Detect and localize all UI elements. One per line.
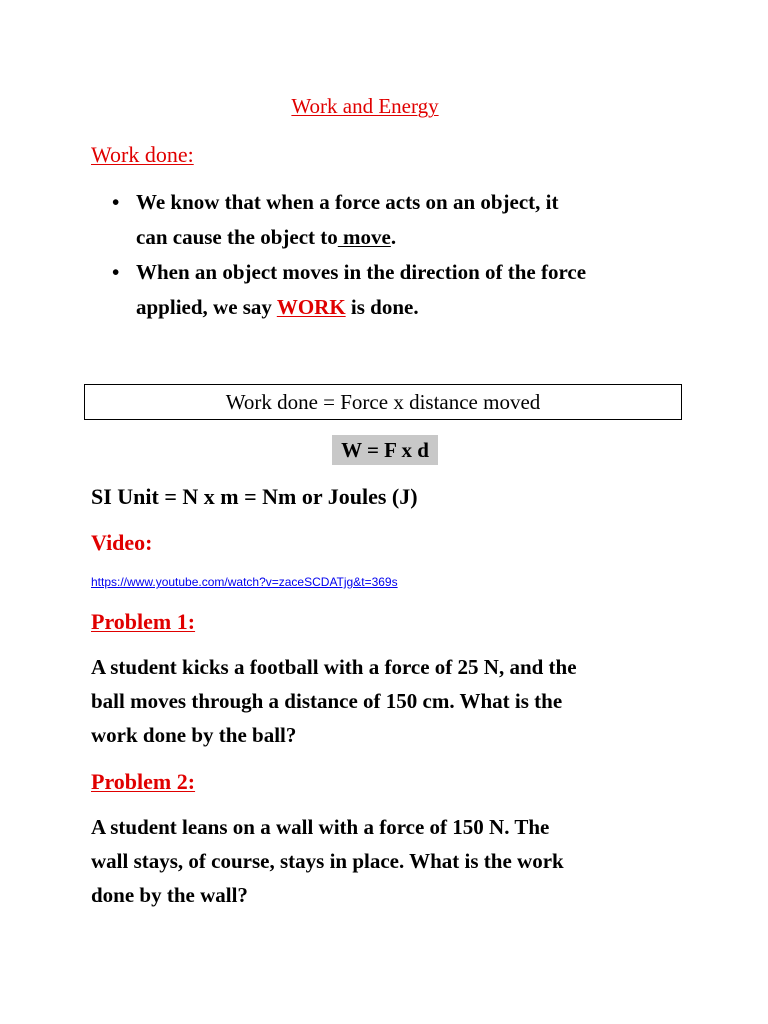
move-emphasis: move <box>337 225 391 249</box>
formula-symbolic: W = F x d <box>341 438 429 462</box>
problem-2-line-2: wall stays, of course, stays in place. What is the work <box>91 849 564 873</box>
bullet-2-suffix: is done. <box>345 295 419 319</box>
bullet-1-line-2 <box>136 225 396 250</box>
formula-word-equation: Work done = Force x distance moved <box>225 390 541 414</box>
video-heading: Video: <box>91 530 153 555</box>
si-unit-line: SI Unit = N x m = Nm or Joules (J) <box>91 484 418 509</box>
work-emphasis: WORK <box>276 295 346 319</box>
bullet-2-line-1: When an object moves in the direction of the force <box>136 260 587 284</box>
problem-1-line-3: work done by the ball? <box>91 723 297 747</box>
bullet-icon: • <box>112 260 120 284</box>
bullet-2-text: applied, we say <box>136 295 277 319</box>
formula-symbolic-highlight <box>332 435 438 465</box>
problem-2-heading: Problem 2: <box>91 769 196 794</box>
bullet-1-suffix: . <box>390 225 397 249</box>
problem-1-line-1: A student kicks a football with a force of 25 N, and the <box>91 655 577 679</box>
video-link[interactable]: https://www.youtube.com/watch?v=zaceSCDATjg&t=369s <box>91 575 398 589</box>
problem-2-line-3: done by the wall? <box>91 883 248 907</box>
problem-2-line-1: A student leans on a wall with a force of 150 N. The <box>91 815 550 839</box>
problem-1-heading: Problem 1: <box>91 609 196 634</box>
bullet-icon: • <box>112 190 120 214</box>
page-title: Work and Energy <box>291 94 439 118</box>
problem-1-line-2: ball moves through a distance of 150 cm. What is the <box>91 689 563 713</box>
formula-box <box>84 384 682 420</box>
bullet-2-line-2 <box>136 295 419 320</box>
bullet-1-line-1: We know that when a force acts on an object, it <box>136 190 559 214</box>
bullet-1-text: can cause the object to <box>136 225 338 249</box>
work-done-heading: Work done: <box>91 142 194 167</box>
